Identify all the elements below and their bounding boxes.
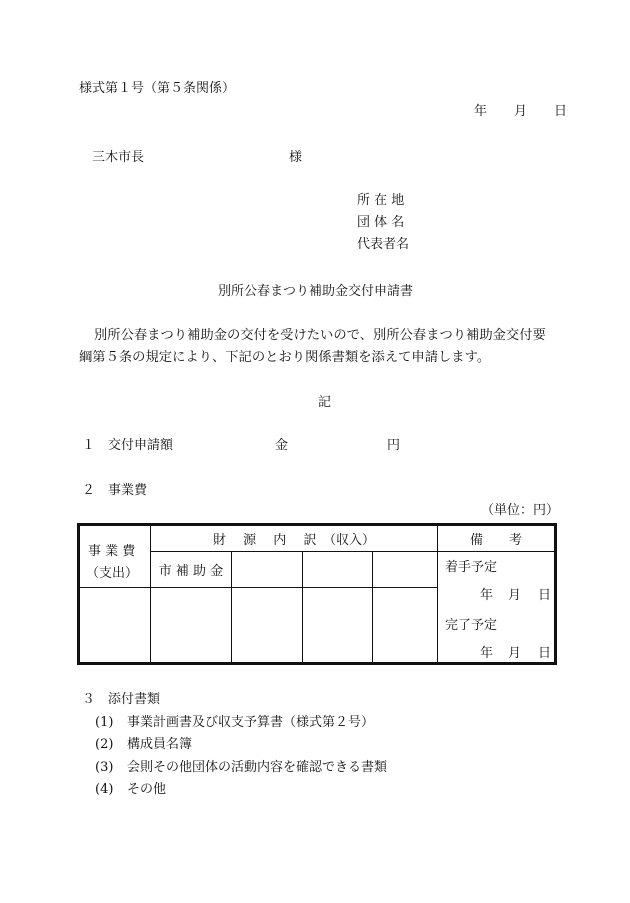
date-day: 日 bbox=[554, 104, 568, 119]
attachment-text: 構成員名簿 bbox=[127, 737, 193, 752]
attachment-text: 事業計画書及び収支予算書（様式第２号） bbox=[127, 715, 375, 730]
item-1-label: 交付申請額 bbox=[108, 438, 174, 453]
end-label: 完了予定 bbox=[445, 618, 498, 633]
group-name-label: 団 体 名 bbox=[357, 215, 405, 230]
financial-table bbox=[79, 525, 555, 663]
item-2-number: ２ bbox=[82, 483, 96, 498]
jigyohi-amount-cell[interactable] bbox=[80, 588, 151, 663]
item-1-number: １ bbox=[82, 438, 96, 453]
zaigen-amount-3[interactable] bbox=[373, 588, 438, 663]
date-year: 年 bbox=[474, 104, 488, 119]
end-year: 年 bbox=[480, 646, 494, 661]
start-label: 着手予定 bbox=[445, 560, 498, 575]
body-line-1: 別所公春まつり補助金の交付を受けたいので、別所公春まつり補助金交付要 bbox=[94, 328, 546, 343]
body-line-2: 綱第５条の規定により、下記のとおり関係書類を添えて申請します。 bbox=[79, 350, 491, 365]
item-3-number: ３ bbox=[82, 692, 96, 707]
attachment-num: (2) bbox=[95, 737, 114, 752]
representative-label: 代表者名 bbox=[357, 237, 410, 252]
item-2-label: 事業費 bbox=[108, 483, 148, 498]
attachment-num: (3) bbox=[95, 760, 114, 775]
ki-heading: 記 bbox=[318, 395, 332, 410]
shi-hojokin-label: 市 補 助 金 bbox=[151, 552, 232, 588]
item-1-kin: 金 bbox=[275, 438, 289, 453]
start-month: 月 bbox=[508, 588, 522, 603]
biko-cell bbox=[438, 552, 555, 663]
date-month: 月 bbox=[514, 104, 528, 119]
start-day: 日 bbox=[538, 588, 552, 603]
end-month: 月 bbox=[508, 646, 522, 661]
item-1-yen: 円 bbox=[387, 438, 401, 453]
zaigen-header: 財 源 内 訳 （収入） bbox=[151, 526, 438, 552]
attachment-text: 会則その他団体の活動内容を確認できる書類 bbox=[127, 760, 388, 775]
zaigen-amount-1[interactable] bbox=[232, 588, 303, 663]
attachment-text: その他 bbox=[127, 782, 167, 797]
jigyohi-label: 事 業 費 bbox=[88, 543, 136, 559]
attachment-num: (1) bbox=[95, 715, 114, 730]
cell-jigyohi-header bbox=[80, 526, 151, 588]
start-year: 年 bbox=[480, 588, 494, 603]
zaigen-cell-3[interactable] bbox=[373, 552, 438, 588]
zaigen-cell-1[interactable] bbox=[232, 552, 303, 588]
zaigen-amount-2[interactable] bbox=[303, 588, 373, 663]
document-title: 別所公春まつり補助金交付申請書 bbox=[218, 284, 414, 299]
addressee-name: 三木市長 bbox=[92, 150, 145, 165]
attachment-num: (4) bbox=[95, 782, 114, 797]
hojokin-amount-cell[interactable] bbox=[151, 588, 232, 663]
unit-note: （単位：円） bbox=[481, 503, 560, 518]
address-label: 所 在 地 bbox=[357, 193, 405, 208]
shishutsu-label: （支出） bbox=[86, 565, 139, 581]
zaigen-cell-2[interactable] bbox=[303, 552, 373, 588]
item-3-label: 添付書類 bbox=[108, 692, 161, 707]
addressee-honorific: 様 bbox=[289, 150, 303, 165]
biko-header: 備 考 bbox=[438, 526, 555, 552]
form-number: 様式第１号（第５条関係） bbox=[79, 81, 236, 96]
end-day: 日 bbox=[538, 646, 552, 661]
